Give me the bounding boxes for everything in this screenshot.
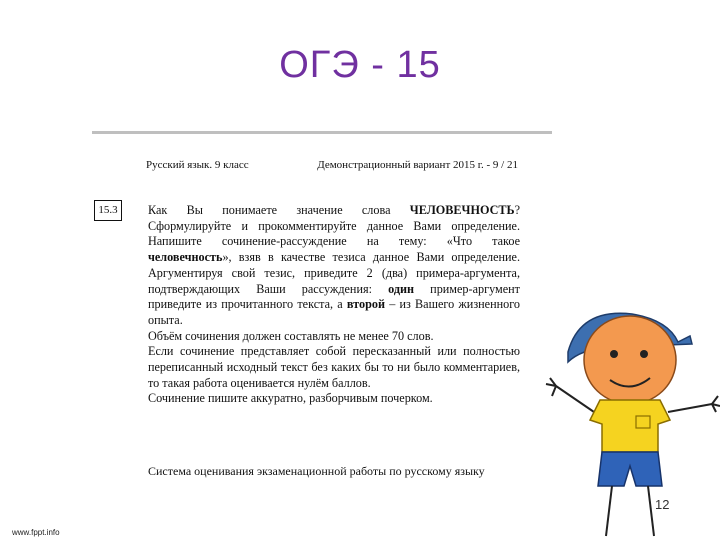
slide-title: ОГЭ - 15 [279, 44, 441, 86]
task-paragraph-4: Сочинение пишите аккуратно, разборчивым почерком. [148, 391, 433, 406]
shorts-icon [598, 452, 662, 486]
document-top-rule [92, 131, 552, 134]
cartoon-boy-illustration [540, 300, 720, 540]
task-paragraph-1: Как Вы понимаете значение слова ЧЕЛОВЕЧНОСТЬ? Сформулируйте и прокомментируйте данное Вами определение. Напишите сочинение-рассуждение на тему: «Что такое человечность», взяв в качестве тезиса данное Вами определение. Аргументируя свой тезис, приведите 2 (два) примера-аргумента, подтверждающих Ваши рассуждения: один пример-аргумент приведите из прочитанного текста, а второй – из Вашего жизненного опыта. [148, 203, 520, 327]
face-icon [584, 316, 676, 404]
keyword-vtoroy: второй [346, 297, 385, 312]
keyword-chelovechnost-caps: ЧЕЛОВЕЧНОСТЬ [409, 203, 515, 217]
task-number-box: 15.3 [94, 200, 122, 221]
task-paragraph-2: Объём сочинения должен составлять не менее 70 слов. [148, 328, 434, 343]
task-paragraph-3: Если сочинение представляет собой пересказанный или полностью переписанный исходный текст без каких бы то ни было комментариев, то такая работа оценивается нулём баллов. [148, 344, 520, 390]
document-header [146, 159, 518, 171]
shirt-icon [590, 400, 670, 452]
document-footer: Система оценивания экзаменационной работы по русскому языку [148, 464, 485, 478]
exam-document [92, 131, 552, 481]
keyword-chelovechnost: человечность [148, 250, 223, 265]
keyword-odin: один [388, 281, 415, 296]
page-number: 12 [655, 497, 670, 512]
site-credit: www.fppt.info [12, 528, 60, 537]
header-variant: Демонстрационный вариант 2015 г. - 9 / 21 [317, 159, 518, 171]
header-subject: Русский язык. 9 класс [146, 159, 249, 171]
task-text [148, 203, 520, 407]
